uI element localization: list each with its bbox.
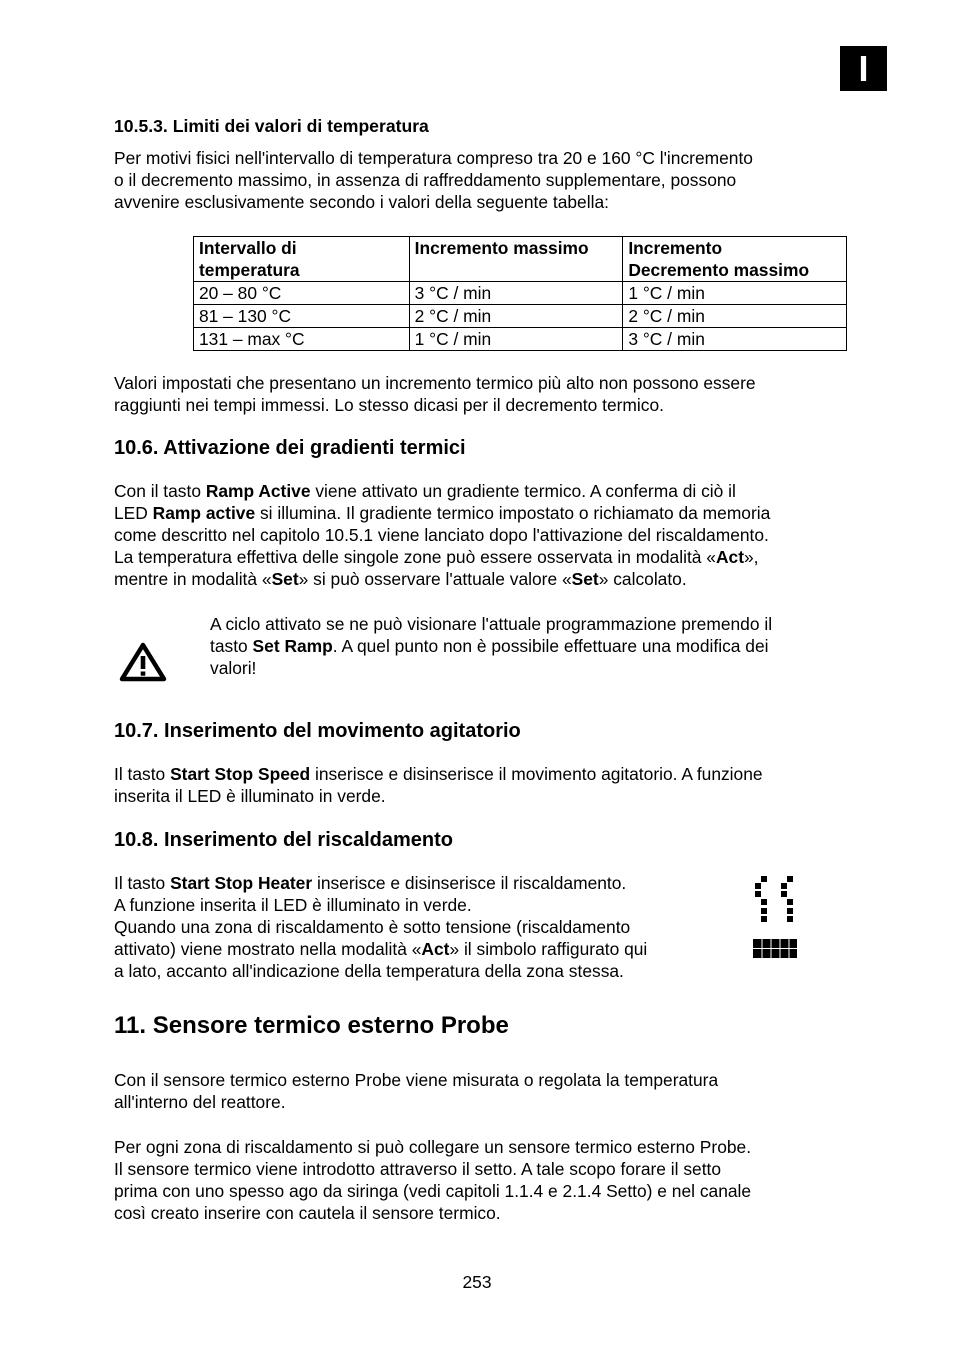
text: inserisce e disinserisce il riscaldamento.: [312, 873, 627, 893]
text-line: Il sensore termico viene introdotto attraverso il setto. A tale scopo forare il setto: [114, 1159, 722, 1179]
text-line: Per motivi fisici nell'intervallo di temperatura compreso tra 20 e 160 °C l'incremento: [114, 148, 753, 168]
table-cell: 1 °C / min: [409, 328, 623, 351]
mode-name: Set: [571, 569, 599, 589]
section-heading-10-7: 10.7. Inserimento del movimento agitatorio: [114, 720, 521, 742]
header-line: Decremento massimo: [628, 260, 810, 280]
paragraph-heater: [114, 872, 734, 982]
paragraph-probe-intro: [114, 1069, 844, 1113]
text-line: [114, 872, 734, 894]
text: viene attivato un gradiente termico. A conferma di ciò il: [310, 481, 736, 501]
heating-symbol-icon: [752, 874, 800, 962]
text: » si può osservare l'attuale valore «: [298, 569, 572, 589]
text: . A quel punto non è possibile effettuare una modifica dei: [332, 636, 769, 656]
text: Il tasto: [114, 764, 171, 784]
language-tab: I: [840, 46, 887, 91]
table-header-row: [194, 237, 847, 282]
paragraph-ramp-active: [114, 480, 844, 590]
paragraph-after-table: [114, 372, 844, 416]
table-header-cell: [623, 237, 847, 282]
section-heading-10-6: 10.6. Attivazione dei gradienti termici: [114, 437, 466, 459]
text-line: [114, 480, 844, 502]
text-line: A ciclo attivato se ne può visionare l'attuale programmazione premendo il: [210, 614, 773, 634]
chapter-heading-11: 11. Sensore termico esterno Probe: [114, 1012, 509, 1039]
text: si illumina. Il gradiente termico impostato o richiamato da memoria: [255, 503, 771, 523]
text: »,: [744, 547, 759, 567]
text-line: prima con uno spesso ago da siringa (vedi capitoli 1.1.4 e 2.1.4 Setto) e nel canale: [114, 1181, 752, 1201]
text: » calcolato.: [598, 569, 687, 589]
section-heading-10-8: 10.8. Inserimento del riscaldamento: [114, 829, 454, 851]
table-row: [194, 305, 847, 328]
led-name: Ramp active: [152, 503, 256, 523]
header-line: Intervallo di: [199, 238, 297, 258]
table-header-cell: [194, 237, 410, 282]
text: LED: [114, 503, 153, 523]
key-name: Set Ramp: [252, 636, 333, 656]
table-cell: 131 – max °C: [194, 328, 410, 351]
text-line: Per ogni zona di riscaldamento si può collegare un sensore termico esterno Probe.: [114, 1137, 752, 1157]
table-cell: 3 °C / min: [409, 282, 623, 305]
key-name: Start Stop Heater: [170, 873, 313, 893]
text-line: [210, 635, 850, 657]
mode-name: Act: [715, 547, 744, 567]
paragraph-temperature-limits: [114, 147, 844, 213]
text-line: a lato, accanto all'indicazione della temperatura della zona stessa.: [114, 961, 624, 981]
key-name: Start Stop Speed: [170, 764, 311, 784]
text-line: avvenire esclusivamente secondo i valori della seguente tabella:: [114, 192, 609, 212]
text-line: A funzione inserita il LED è illuminato in verde.: [114, 895, 472, 915]
warning-note: [210, 613, 850, 679]
text: attivato) viene mostrato nella modalità «: [114, 939, 422, 959]
text-line: Valori impostati che presentano un incremento termico più alto non possono essere: [114, 373, 756, 393]
table-cell: 2 °C / min: [623, 305, 847, 328]
text-line: come descritto nel capitolo 10.5.1 viene lanciato dopo l'attivazione del riscaldamento.: [114, 525, 769, 545]
text-line: all'interno del reattore.: [114, 1092, 286, 1112]
text: inserisce e disinserisce il movimento agitatorio. A funzione: [310, 764, 763, 784]
text-line: così creato inserire con cautela il sensore termico.: [114, 1203, 501, 1223]
text-line: [114, 502, 844, 524]
text-line: [114, 763, 844, 785]
page-number: 253: [462, 1272, 492, 1292]
text: La temperatura effettiva delle singole zone può essere osservata in modalità «: [114, 547, 716, 567]
table-cell: 1 °C / min: [623, 282, 847, 305]
header-line: Incremento massimo: [414, 238, 589, 258]
header-line: temperatura: [199, 260, 300, 280]
mode-name: Act: [421, 939, 450, 959]
warning-icon: [119, 642, 167, 682]
paragraph-stirrer: [114, 763, 844, 807]
table-cell: 20 – 80 °C: [194, 282, 410, 305]
table-cell: 81 – 130 °C: [194, 305, 410, 328]
section-heading-10-5-3: 10.5.3. Limiti dei valori di temperatura: [114, 116, 429, 136]
text-line: [114, 568, 844, 590]
text: mentre in modalità «: [114, 569, 272, 589]
text: Il tasto: [114, 873, 171, 893]
text-line: inserita il LED è illuminato in verde.: [114, 786, 386, 806]
table-cell: 2 °C / min: [409, 305, 623, 328]
text-line: [114, 546, 844, 568]
text-line: Quando una zona di riscaldamento è sotto tensione (riscaldamento: [114, 917, 631, 937]
header-line: Incremento: [628, 238, 723, 258]
table-row: [194, 282, 847, 305]
text-line: Con il sensore termico esterno Probe viene misurata o regolata la temperatura: [114, 1070, 719, 1090]
text-line: [114, 938, 734, 960]
text-line: valori!: [210, 658, 257, 678]
text: » il simbolo raffigurato qui: [449, 939, 648, 959]
text-line: raggiunti nei tempi immessi. Lo stesso dicasi per il decremento termico.: [114, 395, 664, 415]
text: Con il tasto: [114, 481, 206, 501]
text-line: o il decremento massimo, in assenza di raffreddamento supplementare, possono: [114, 170, 737, 190]
temperature-limits-table: [193, 236, 847, 351]
table-row: [194, 328, 847, 351]
key-name: Ramp Active: [205, 481, 311, 501]
table-cell: 3 °C / min: [623, 328, 847, 351]
text: tasto: [210, 636, 253, 656]
table-header-cell: [409, 237, 623, 282]
mode-name: Set: [271, 569, 299, 589]
paragraph-probe-connection: [114, 1136, 844, 1224]
